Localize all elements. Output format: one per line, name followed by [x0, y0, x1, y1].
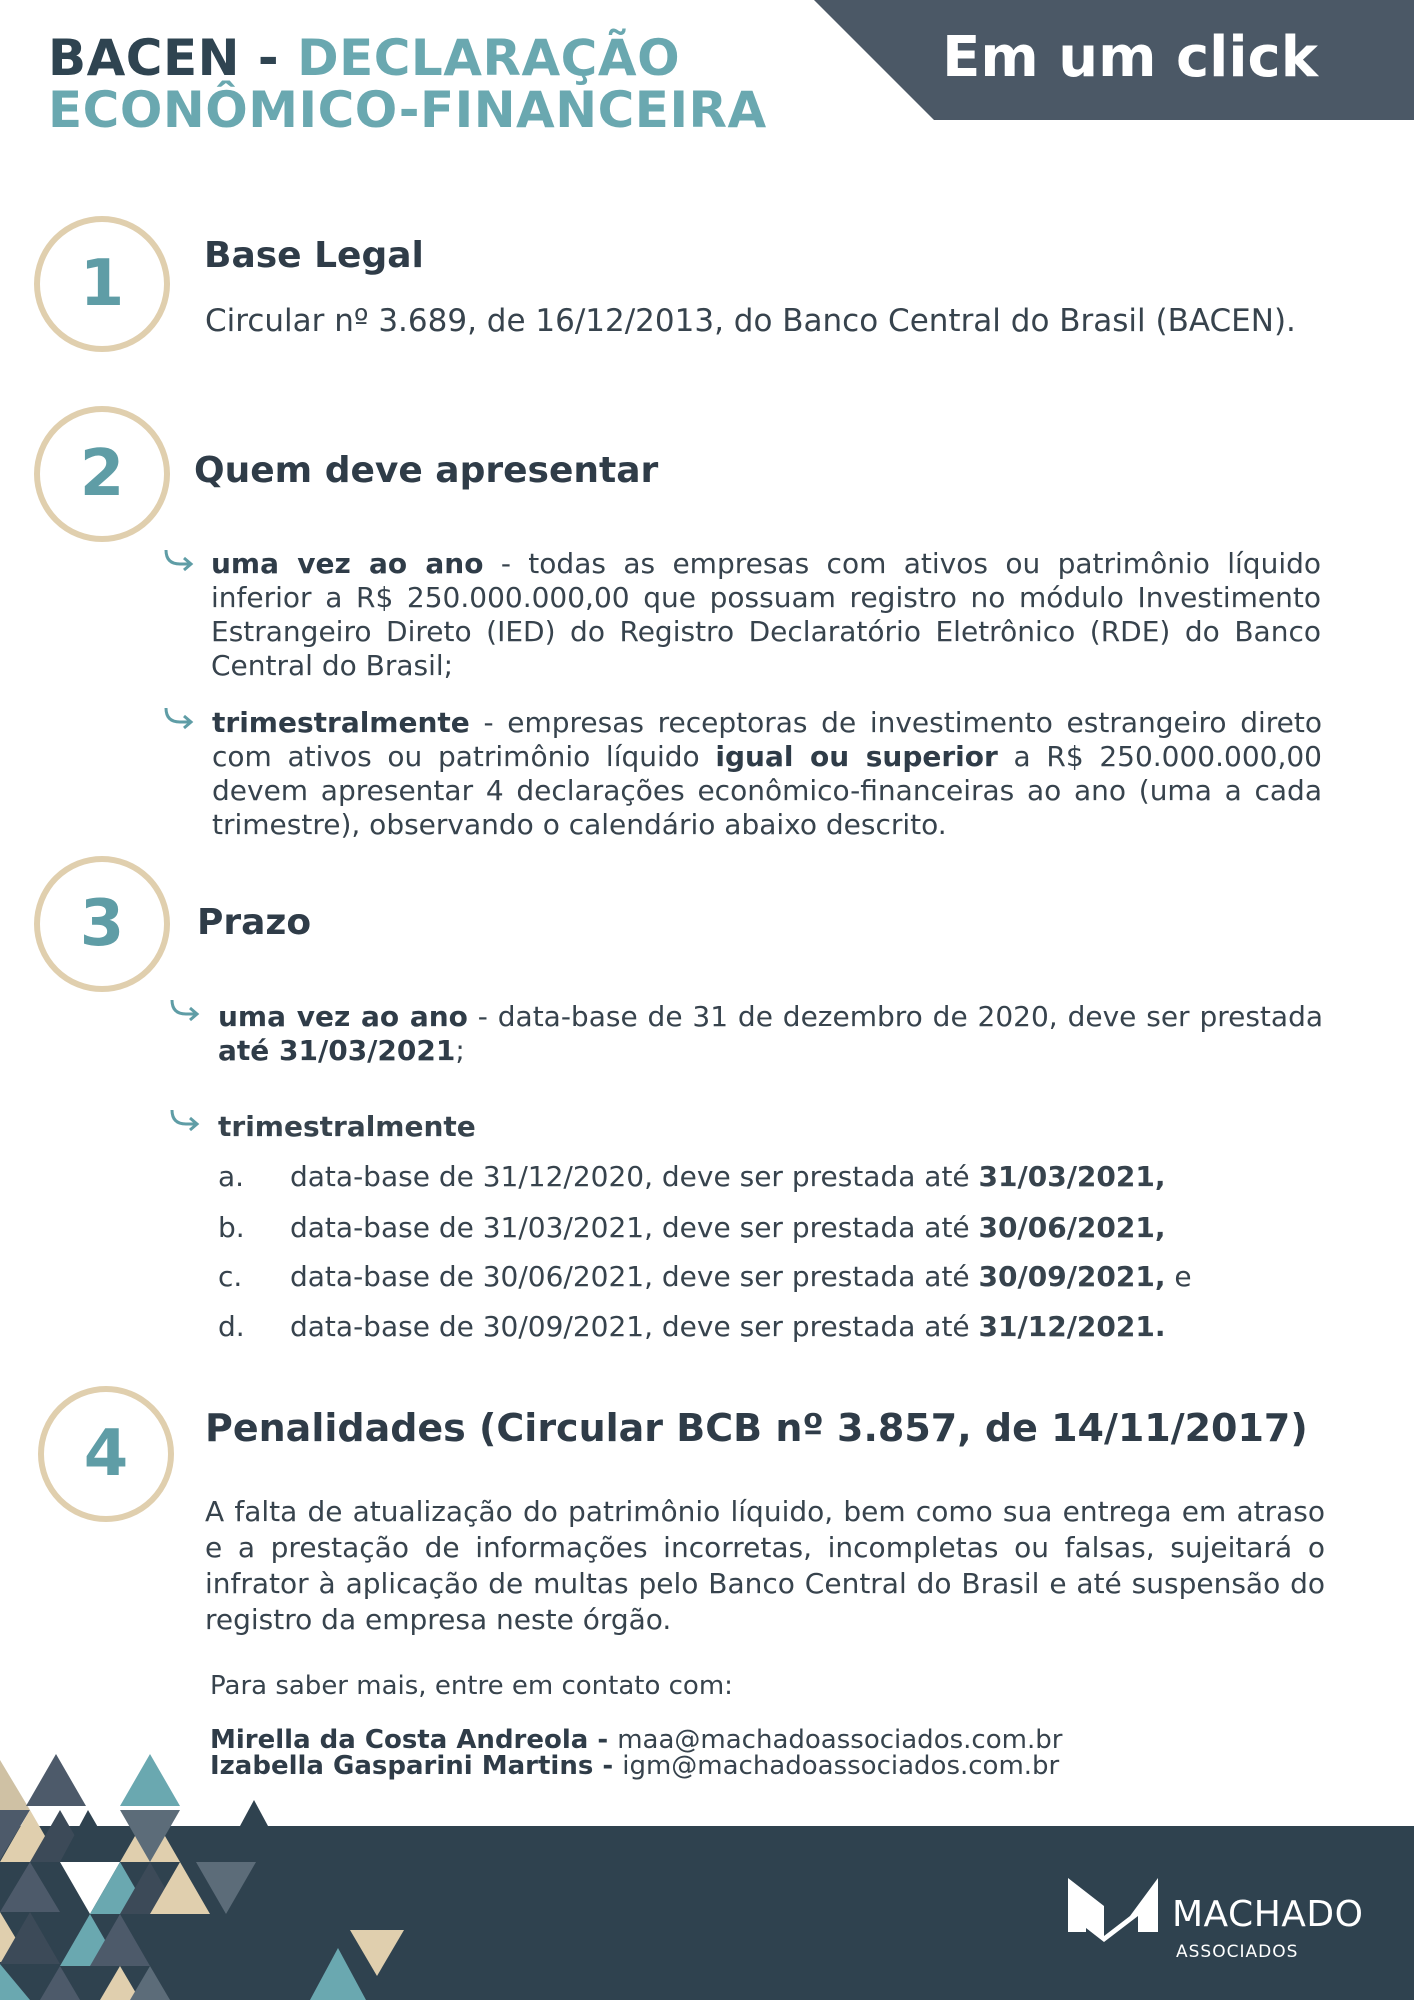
- section-1-heading: Base Legal: [204, 235, 424, 276]
- contact-person-2: Izabella Gasparini Martins - igm@machadoassociados.com.br: [210, 1751, 1060, 1781]
- section-1-number: 1: [34, 216, 170, 352]
- deadline-item-c: c. data-base de 30/06/2021, deve ser prestada até 30/09/2021, e: [218, 1260, 1192, 1293]
- contact-person-1: Mirella da Costa Andreola - maa@machadoassociados.com.br: [210, 1725, 1063, 1755]
- section-3-number: 3: [34, 856, 170, 992]
- title-bacen: BACEN -: [48, 29, 298, 87]
- section-4-number: 4: [38, 1386, 174, 1522]
- contact-intro: Para saber mais, entre em contato com:: [210, 1671, 733, 1701]
- section-1-text: Circular nº 3.689, de 16/12/2013, do Banco Central do Brasil (BACEN).: [205, 303, 1296, 339]
- arrow-icon: [168, 998, 202, 1024]
- section-2-item-quarterly: trimestralmente - empresas receptoras de investimento estrangeiro direto com ativos ou patrimônio líquido igual ou superior a R$ 250.000.000,00 devem apresentar 4 declarações econômico-financeiras ao ano (uma a cada trimestre), observando o calendário abaixo descrito.: [212, 706, 1322, 841]
- section-3-heading: Prazo: [197, 902, 312, 943]
- arrow-icon: [162, 548, 196, 574]
- logo-subtitle: ASSOCIADOS: [1176, 1942, 1299, 1962]
- section-3-quarterly-label: trimestralmente: [218, 1110, 476, 1143]
- section-2-number: 2: [34, 406, 170, 542]
- banner-text: Em um click: [942, 25, 1318, 90]
- section-4-text: A falta de atualização do patrimônio líquido, bem como sua entrega em atraso e a prestação de informações incorretas, incompletas ou falsas, sujeitará o infrator à aplicação de multas pelo Banco Central do Brasil e até suspensão do registro da empresa neste órgão.: [205, 1495, 1325, 1636]
- section-4-heading: Penalidades (Circular BCB nº 3.857, de 14/11/2017): [205, 1406, 1308, 1450]
- email-link-1[interactable]: maa@machadoassociados.com.br: [617, 1725, 1063, 1755]
- email-link-2[interactable]: igm@machadoassociados.com.br: [622, 1751, 1060, 1781]
- logo-name: MACHADO: [1172, 1894, 1364, 1935]
- section-2-heading: Quem deve apresentar: [194, 450, 659, 491]
- section-2-item-annual: uma vez ao ano - todas as empresas com ativos ou patrimônio líquido inferior a R$ 250.000.000,00 que possuam registro no módulo Investimento Estrangeiro Direto (IED) do Registro Declaratório Eletrônico (RDE) do Banco Central do Brasil;: [211, 547, 1321, 682]
- title-declaracao: DECLARAÇÃO: [297, 29, 681, 87]
- arrow-icon: [162, 706, 196, 732]
- document-title: [48, 29, 767, 139]
- decorative-triangles: [0, 1740, 420, 2000]
- title-line2: ECONÔMICO-FINANCEIRA: [48, 81, 767, 139]
- section-3-annual: uma vez ao ano - data-base de 31 de dezembro de 2020, deve ser prestada até 31/03/2021;: [218, 1000, 1324, 1067]
- deadline-item-d: d. data-base de 30/09/2021, deve ser prestada até 31/12/2021.: [218, 1310, 1166, 1343]
- deadline-item-b: b. data-base de 31/03/2021, deve ser prestada até 30/06/2021,: [218, 1211, 1166, 1244]
- deadline-item-a: a. data-base de 31/12/2020, deve ser prestada até 31/03/2021,: [218, 1160, 1166, 1193]
- arrow-icon: [168, 1108, 202, 1134]
